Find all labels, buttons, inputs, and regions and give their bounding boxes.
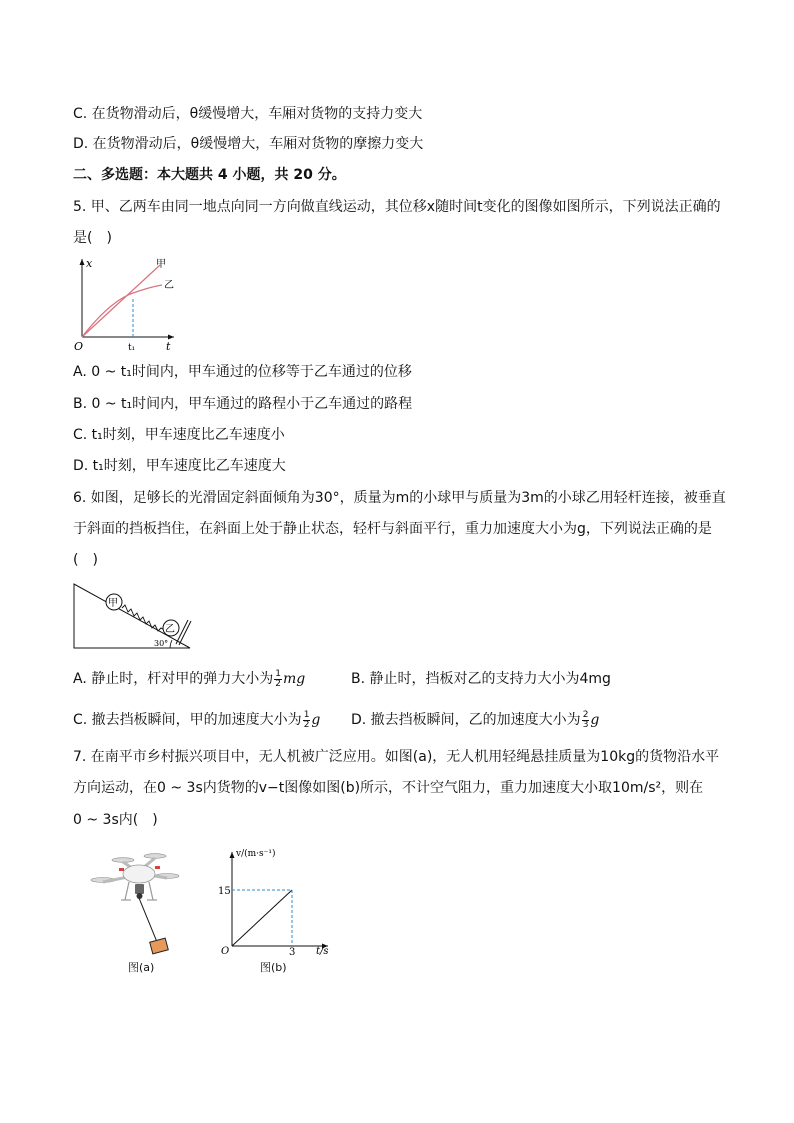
q5-t1-tick: t₁ — [128, 343, 136, 351]
q5-origin-label: O — [74, 340, 84, 351]
q7-stem-line3: 0 ~ 3s内( ) — [73, 812, 158, 828]
q5-option-d: D. t₁时刻，甲车速度比乙车速度大 — [73, 458, 286, 474]
q6-option-c-denominator: 2 — [303, 719, 310, 730]
q7-vt-x-axis-label: t/s — [316, 946, 329, 957]
q7-stem-line2: 方向运动，在0 ~ 3s内货物的v−t图像如图(b)所示，不计空气阻力，重力加速度大小取10m/s²，则在 — [73, 780, 704, 796]
q6-incline-diagram — [70, 578, 195, 650]
q6-option-a-numerator: 1 — [275, 668, 281, 679]
q4-option-d: D. 在货物滑动后，θ缓慢增大，车厢对货物的摩擦力变大 — [73, 136, 424, 152]
q5-xt-graph — [70, 255, 185, 351]
q6-option-b: B. 静止时，挡板对乙的支持力大小为4mg — [351, 671, 611, 687]
q5-x-axis-label: t — [166, 340, 171, 351]
q5-option-b: B. 0 ~ t₁时间内，甲车通过的路程小于乙车通过的路程 — [73, 396, 413, 412]
q6-stem-line3: ( ) — [73, 552, 98, 568]
q6-ball-yi-label: 乙 — [165, 624, 175, 635]
q6-option-c — [73, 710, 320, 730]
q5-stem-line2: 是( ) — [73, 230, 112, 246]
q6-option-c-numerator: 1 — [303, 709, 310, 720]
q7-stem-line1: 7. 在南平市乡村振兴项目中，无人机被广泛应用。如图(a)，无人机用轻绳悬挂质量为10kg的货物沿水平 — [73, 749, 720, 765]
q6-option-d-numerator: 2 — [582, 709, 589, 720]
q6-stem-line2: 于斜面的挡板挡住，在斜面上处于静止状态，轻杆与斜面平行，重力加速度大小为g，下列说法正确的是 — [73, 521, 712, 537]
q7-vt-origin: O — [221, 946, 230, 957]
q6-option-d-fraction — [582, 711, 590, 730]
q7-vt-graph — [218, 842, 338, 957]
q5-option-a: A. 0 ~ t₁时间内，甲车通过的位移等于乙车通过的位移 — [73, 364, 412, 380]
q5-curve-yi-label: 乙 — [164, 280, 174, 291]
q5-stem-line1: 5. 甲、乙两车由同一地点向同一方向做直线运动，其位移x随时间t变化的图像如图所示，下列说法正确的 — [73, 199, 721, 215]
q5-y-axis-label: x — [86, 257, 93, 270]
q6-ball-jia-label: 甲 — [108, 598, 118, 609]
q5-option-c: C. t₁时刻，甲车速度比乙车速度小 — [73, 427, 285, 443]
q6-option-c-text: C. 撤去挡板瞬间，甲的加速度大小为 — [73, 712, 302, 728]
q6-option-d — [351, 710, 599, 730]
q5-curve-jia-label: 甲 — [156, 259, 166, 270]
q6-option-c-fraction — [303, 711, 311, 730]
q7-drone-figure — [85, 846, 190, 976]
q6-option-a-fraction — [274, 670, 282, 689]
q6-option-d-text: D. 撤去挡板瞬间，乙的加速度大小为 — [351, 712, 581, 728]
q6-option-a — [73, 669, 305, 689]
q6-option-c-unit: g — [311, 712, 321, 728]
q6-angle-label: 30° — [154, 639, 169, 648]
q6-option-a-unit: mg — [282, 671, 306, 687]
section-title: 二、多选题：本大题共 4 小题，共 20 分。 — [73, 167, 346, 183]
q6-option-d-unit: g — [590, 712, 600, 728]
q7-vt-y-axis-label: v/(m·s⁻¹) — [236, 849, 276, 859]
q7-vt-y-tick-15: 15 — [218, 886, 231, 897]
q6-stem-line1: 6. 如图，足够长的光滑固定斜面倾角为30°，质量为m的小球甲与质量为3m的小球乙用轻杆连接，被垂直 — [73, 490, 726, 506]
q4-option-c: C. 在货物滑动后，θ缓慢增大，车厢对货物的支持力变大 — [73, 106, 423, 122]
q6-option-a-text: A. 静止时，杆对甲的弹力大小为 — [73, 671, 274, 687]
q6-option-d-denominator: 3 — [582, 719, 589, 730]
q7-figure-a-caption: 图(a) — [128, 961, 155, 974]
q7-vt-x-tick-3: 3 — [289, 947, 296, 957]
q7-figure-b-caption: 图(b) — [260, 961, 287, 974]
q6-option-a-denominator: 2 — [275, 678, 281, 689]
